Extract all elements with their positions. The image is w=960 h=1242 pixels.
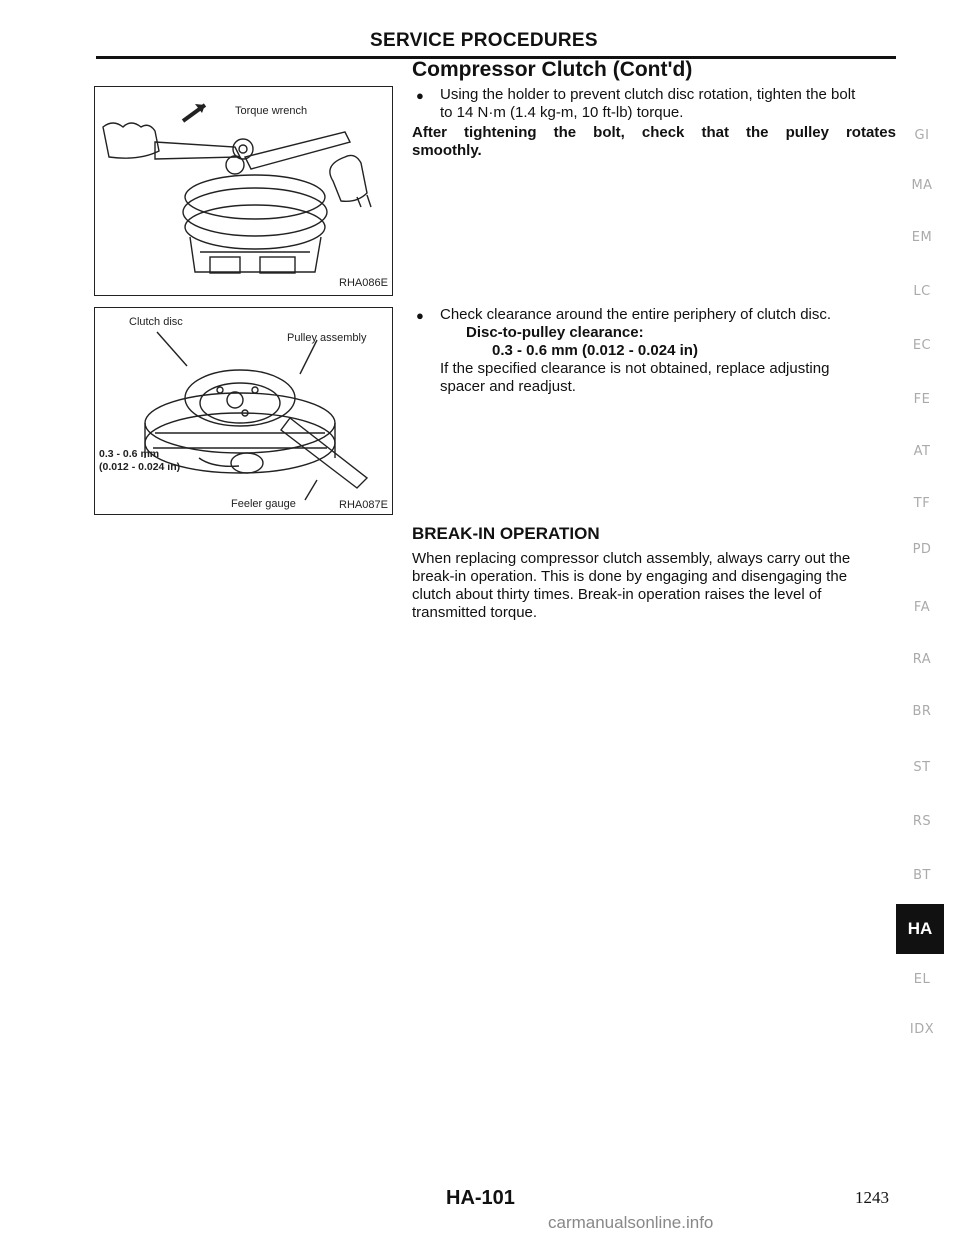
label-feeler-gauge: Feeler gauge bbox=[231, 498, 296, 510]
label-clutch-disc: Clutch disc bbox=[129, 316, 183, 328]
step2-spec-value: 0.3 - 0.6 mm (0.012 - 0.024 in) bbox=[492, 342, 698, 359]
figure-code: RHA086E bbox=[339, 277, 388, 289]
tab-idx[interactable]: IDX bbox=[909, 1022, 935, 1037]
step2-spec-label: Disc-to-pulley clearance: bbox=[466, 324, 644, 341]
section-title: Compressor Clutch (Cont'd) bbox=[412, 58, 693, 81]
bullet: ● bbox=[416, 308, 424, 323]
step1-bold-line2: smoothly. bbox=[412, 142, 482, 159]
figure-torque-wrench bbox=[94, 86, 393, 296]
tab-el[interactable]: EL bbox=[913, 972, 931, 987]
tab-br[interactable]: BR bbox=[912, 704, 932, 719]
watermark: carmanualsonline.info bbox=[548, 1213, 714, 1232]
bullet: ● bbox=[416, 88, 424, 103]
tab-ma[interactable]: MA bbox=[911, 178, 933, 193]
breakin-heading: BREAK-IN OPERATION bbox=[412, 524, 600, 543]
tab-rs[interactable]: RS bbox=[912, 814, 932, 829]
tab-fa[interactable]: FA bbox=[913, 600, 931, 615]
tab-ha-active[interactable]: HA bbox=[896, 904, 944, 954]
tab-tf[interactable]: TF bbox=[913, 496, 931, 511]
figure-feeler-gauge bbox=[94, 307, 393, 515]
tab-at[interactable]: AT bbox=[913, 444, 931, 459]
tab-gi[interactable]: GI bbox=[914, 128, 930, 143]
label-pulley-assembly: Pulley assembly bbox=[287, 332, 367, 344]
figure-code: RHA087E bbox=[339, 499, 388, 511]
tab-pd[interactable]: PD bbox=[912, 542, 932, 557]
step2-line1: Check clearance around the entire periphery of clutch disc. bbox=[440, 306, 832, 323]
step1-bold-line1: After tightening the bolt, check that the pulley rotates bbox=[412, 124, 896, 141]
step1-line2: to 14 N·m (1.4 kg-m, 10 ft-lb) torque. bbox=[440, 104, 684, 121]
torque-wrench-illustration bbox=[95, 87, 392, 295]
step2-line4: spacer and readjust. bbox=[440, 378, 576, 395]
breakin-line2: break-in operation. This is done by engaging and disengaging the bbox=[412, 568, 848, 585]
breakin-line1: When replacing compressor clutch assembly, always carry out the bbox=[412, 550, 851, 567]
tab-fe[interactable]: FE bbox=[913, 392, 931, 407]
label-torque-wrench: Torque wrench bbox=[235, 105, 308, 117]
tab-em[interactable]: EM bbox=[911, 230, 933, 245]
footer-page-code: HA-101 bbox=[446, 1187, 515, 1209]
step1-line1: Using the holder to prevent clutch disc rotation, tighten the bolt bbox=[440, 86, 856, 103]
breakin-line3: clutch about thirty times. Break-in operation raises the level of bbox=[412, 586, 822, 603]
step2-line3: If the specified clearance is not obtained, replace adjusting bbox=[440, 360, 830, 377]
tab-ec[interactable]: EC bbox=[912, 338, 932, 353]
tab-st[interactable]: ST bbox=[913, 760, 931, 775]
page-header-title: SERVICE PROCEDURES bbox=[370, 30, 598, 51]
tab-lc[interactable]: LC bbox=[913, 284, 931, 299]
breakin-line4: transmitted torque. bbox=[412, 604, 538, 621]
footer-page-number: 1243 bbox=[855, 1188, 889, 1207]
tab-ra[interactable]: RA bbox=[912, 652, 932, 667]
tab-bt[interactable]: BT bbox=[913, 868, 931, 883]
label-clearance-mm: 0.3 - 0.6 mm bbox=[99, 448, 160, 460]
label-clearance-in: (0.012 - 0.024 in) bbox=[99, 461, 181, 473]
